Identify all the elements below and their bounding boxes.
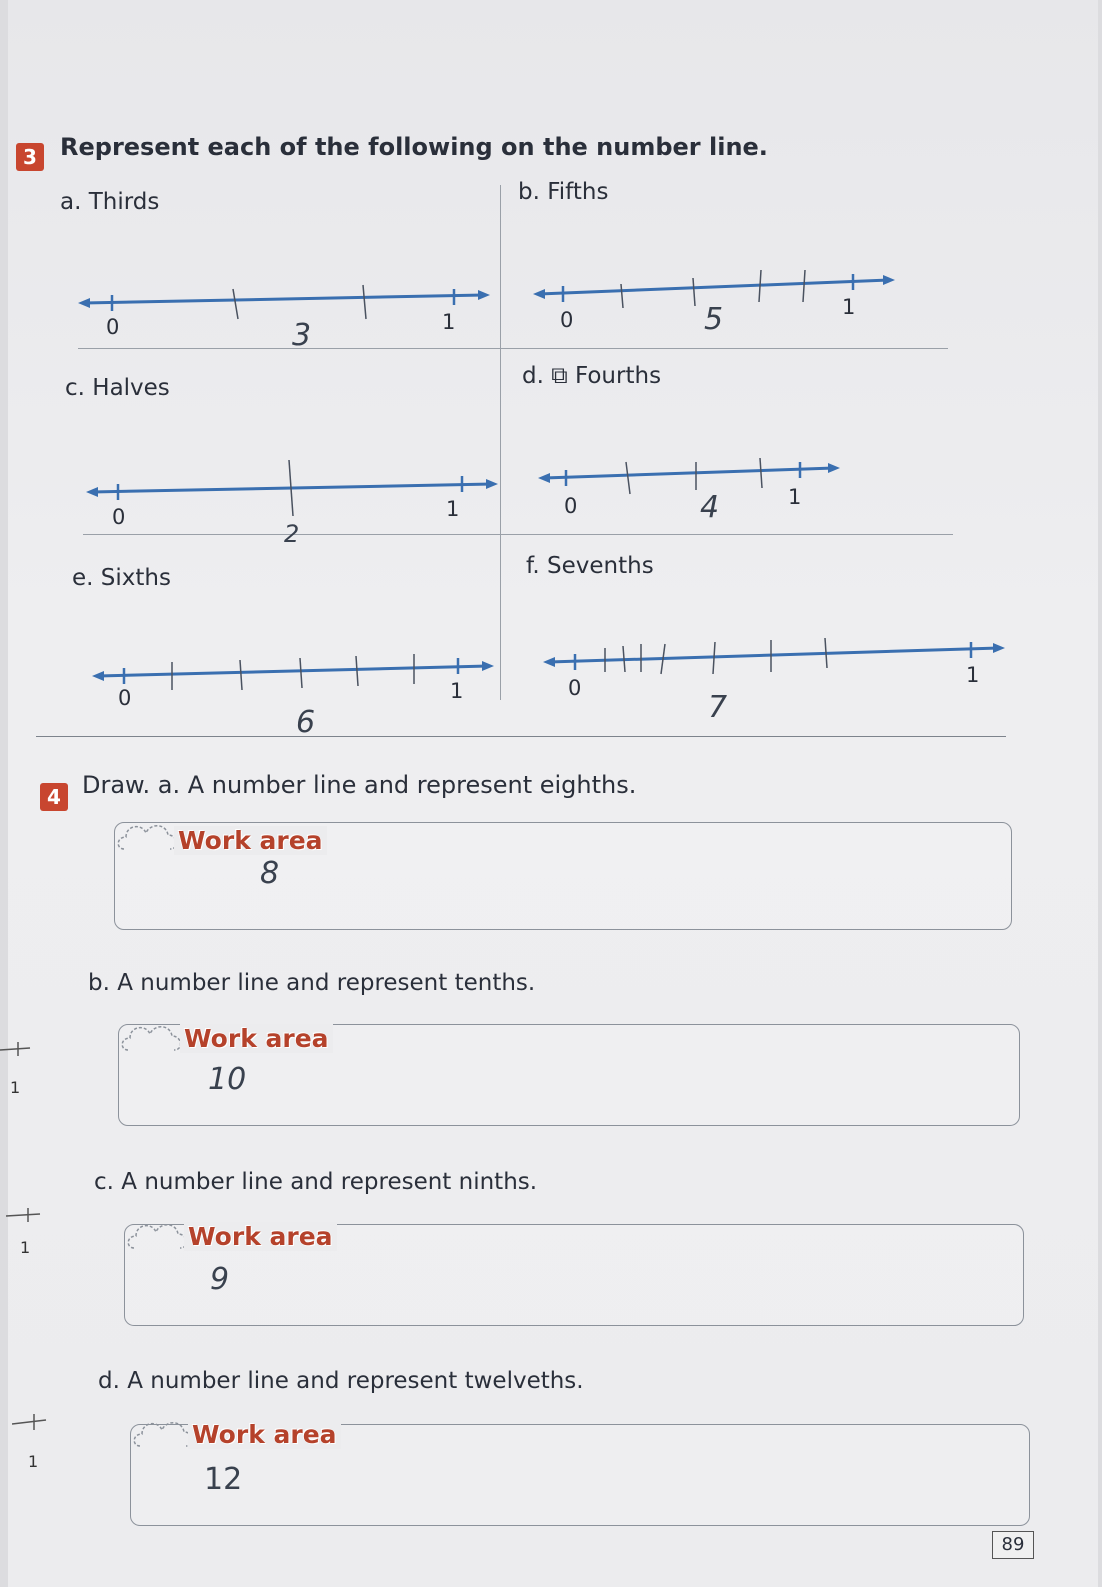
thirds-answer: 3 — [292, 318, 312, 353]
margin-label: 1 — [28, 1452, 39, 1471]
workbook-page — [8, 0, 1098, 1587]
fifths-one-label: 1 — [842, 295, 856, 319]
item-d-label: d. ⧉ Fourths — [522, 363, 662, 389]
q4-part-b-prompt: b. A number line and represent tenths. — [88, 970, 536, 996]
margin-tick-mark — [0, 1040, 40, 1060]
question-3-badge: 3 — [16, 143, 44, 171]
sixths-zero-label: 0 — [118, 686, 132, 710]
item-b-label: b. Fifths — [518, 179, 609, 205]
item-a-label: a. Thirds — [60, 189, 160, 215]
fourths-zero-label: 0 — [564, 494, 578, 518]
question-3-title: Represent each of the following on the number line. — [60, 133, 768, 161]
section-divider — [36, 736, 1006, 737]
q4-part-d-work-label: Work area — [188, 1420, 341, 1449]
fourths-one-label: 1 — [788, 485, 802, 509]
fifths-zero-label: 0 — [560, 308, 574, 332]
fourths-answer: 4 — [700, 490, 720, 525]
thirds-one-label: 1 — [442, 310, 456, 334]
number-line-fourths — [538, 452, 848, 502]
q4-part-b-work-label: Work area — [180, 1024, 333, 1053]
number-line-halves — [86, 458, 506, 518]
margin-tick-mark — [12, 1412, 52, 1432]
cloud-icon — [118, 1016, 188, 1056]
sevenths-zero-label: 0 — [568, 676, 582, 700]
margin-label: 1 — [10, 1078, 21, 1097]
item-f-label: f. Sevenths — [526, 553, 654, 579]
q4-part-b-answer: 10 — [208, 1062, 247, 1097]
item-e-label: e. Sixths — [72, 565, 171, 591]
sixths-one-label: 1 — [450, 679, 464, 703]
sevenths-answer: 7 — [708, 690, 728, 725]
margin-label: 1 — [20, 1238, 31, 1257]
grid-divider-row1 — [78, 348, 948, 349]
halves-zero-label: 0 — [112, 505, 126, 529]
question-4-badge: 4 — [40, 783, 68, 811]
grid-divider-vertical — [500, 185, 501, 700]
q4-part-d-prompt: d. A number line and represent twelveths. — [98, 1368, 584, 1394]
q4-part-c-answer: 9 — [210, 1262, 230, 1297]
number-line-sixths — [92, 650, 502, 700]
q4-part-a-answer: 8 — [260, 856, 280, 891]
halves-one-label: 1 — [446, 497, 460, 521]
page-number: 89 — [992, 1531, 1034, 1559]
q4-part-c-work-label: Work area — [184, 1222, 337, 1251]
q4-part-d-answer: 12 — [204, 1462, 243, 1497]
number-line-thirds — [78, 275, 498, 325]
grid-divider-row2 — [83, 534, 953, 535]
fifths-answer: 5 — [704, 302, 724, 337]
number-line-sevenths — [543, 632, 1013, 682]
q4-part-a-prompt: Draw. a. A number line and represent eighths. — [82, 771, 637, 799]
halves-answer: 2 — [284, 520, 300, 548]
margin-tick-mark — [6, 1206, 46, 1226]
sevenths-one-label: 1 — [966, 663, 980, 687]
sixths-answer: 6 — [296, 705, 316, 740]
q4-part-c-prompt: c. A number line and represent ninths. — [94, 1169, 538, 1195]
thirds-zero-label: 0 — [106, 315, 120, 339]
q4-part-a-work-label: Work area — [174, 826, 327, 855]
item-c-label: c. Halves — [65, 375, 170, 401]
